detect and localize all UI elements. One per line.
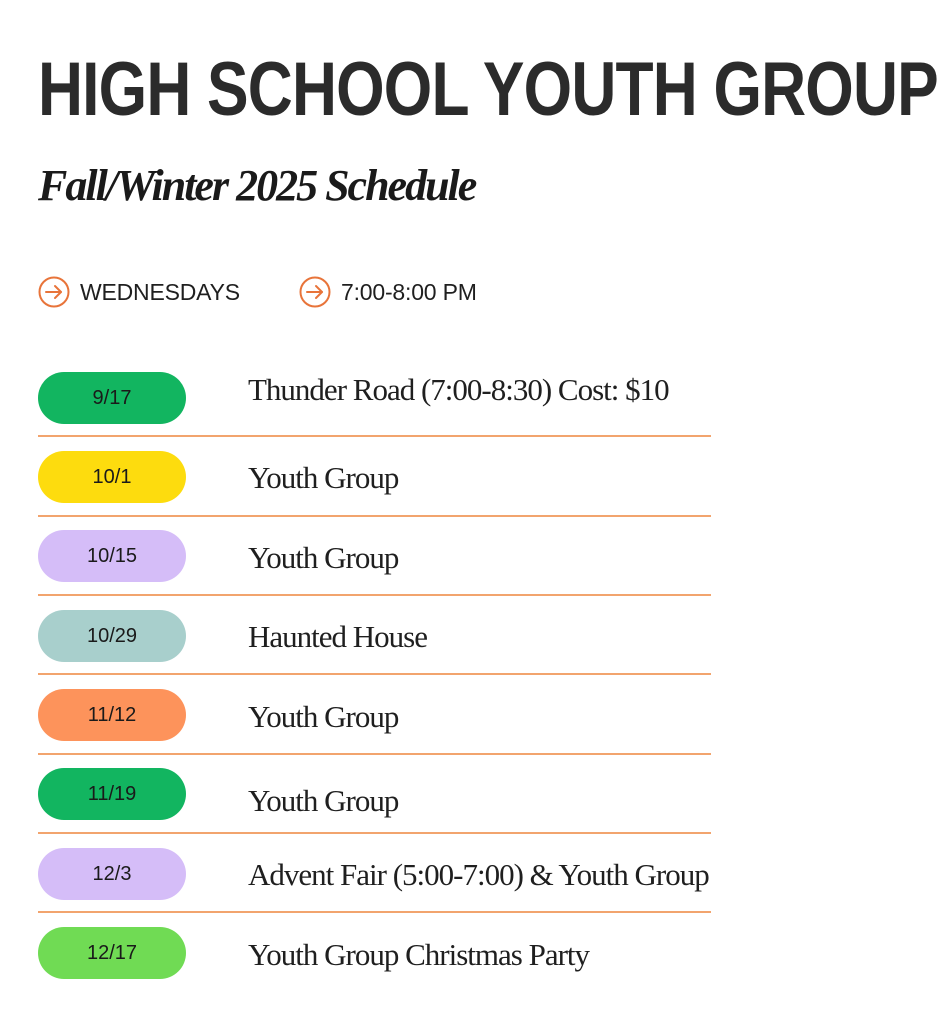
event-name: Youth Group	[248, 540, 399, 575]
row-divider	[38, 832, 711, 834]
date-pill: 11/19	[38, 768, 186, 820]
event-name: Advent Fair (5:00-7:00) & Youth Group	[248, 857, 709, 892]
event-name: Haunted House	[248, 619, 427, 654]
date-pill: 10/1	[38, 451, 186, 503]
arrow-circle-right-icon	[38, 276, 70, 308]
schedule-row	[0, 451, 819, 503]
meta-time	[299, 276, 477, 308]
row-divider	[38, 435, 711, 437]
schedule-row	[0, 530, 819, 582]
arrow-circle-right-icon	[299, 276, 331, 308]
date-pill: 10/15	[38, 530, 186, 582]
date-pill: 10/29	[38, 610, 186, 662]
event-name: Youth Group	[248, 460, 399, 495]
row-divider	[38, 515, 711, 517]
date-pill: 12/3	[38, 848, 186, 900]
schedule-row	[0, 848, 819, 900]
event-name: Youth Group	[248, 699, 399, 734]
schedule-row	[0, 927, 819, 979]
row-divider	[38, 594, 711, 596]
event-name: Thunder Road (7:00-8:30) Cost: $10	[248, 372, 669, 407]
event-name: Youth Group	[248, 783, 399, 818]
date-pill: 12/17	[38, 927, 186, 979]
schedule-row	[0, 610, 819, 662]
schedule-row	[0, 768, 819, 820]
event-name: Youth Group Christmas Party	[248, 937, 590, 972]
date-pill: 9/17	[38, 372, 186, 424]
schedule-row	[0, 372, 819, 424]
date-pill: 11/12	[38, 689, 186, 741]
meta-time-text: 7:00-8:00 PM	[341, 278, 477, 305]
row-divider	[38, 911, 711, 913]
page-subtitle: Fall/Winter 2025 Schedule	[38, 161, 476, 210]
meta-day-text: WEDNESDAYS	[80, 278, 240, 305]
schedule-row	[0, 689, 819, 741]
meta-day	[38, 276, 240, 308]
page-title: HIGH SCHOOL YOUTH GROUP	[38, 47, 938, 132]
row-divider	[38, 673, 711, 675]
row-divider	[38, 753, 711, 755]
